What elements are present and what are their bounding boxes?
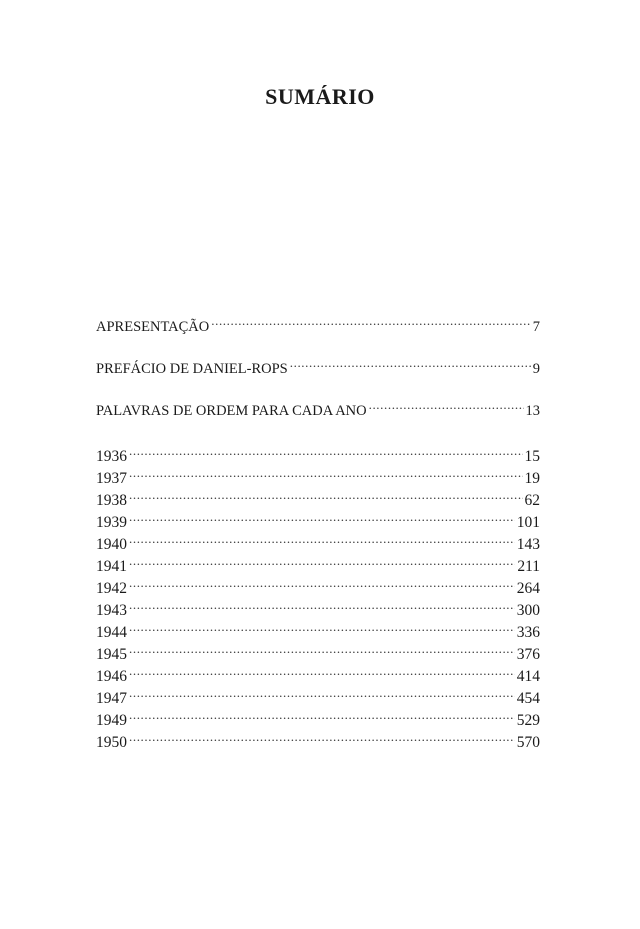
dot-leader — [129, 549, 515, 571]
toc-entry[interactable] — [96, 439, 540, 465]
toc-entry[interactable] — [96, 703, 540, 729]
toc-entry-page: 9 — [532, 361, 540, 377]
toc-entry-label: 1938 — [96, 492, 127, 509]
toc-entry[interactable] — [96, 681, 540, 707]
toc-entry-label: 1950 — [96, 734, 127, 751]
toc-entry-label: APRESENTAÇÃO — [96, 319, 210, 335]
toc-entry-page: 211 — [517, 558, 540, 575]
toc-entry-label: 1937 — [96, 470, 127, 487]
toc-entry-label: 1949 — [96, 712, 127, 729]
toc-entry-page: 376 — [516, 646, 540, 663]
toc-entry-page: 62 — [524, 492, 540, 509]
toc-entry-label: 1944 — [96, 624, 127, 641]
dot-leader — [290, 351, 531, 373]
toc-entry-label: 1939 — [96, 514, 127, 531]
toc-entry-label: 1941 — [96, 558, 127, 575]
toc-entry-page: 15 — [524, 448, 540, 465]
toc-entry[interactable] — [96, 637, 540, 663]
toc-entry-page: 414 — [516, 668, 540, 685]
page-title: SUMÁRIO — [265, 84, 375, 109]
toc-entry[interactable] — [96, 393, 540, 435]
toc-entry-label: 1942 — [96, 580, 127, 597]
toc-entry-page: 7 — [532, 319, 540, 335]
toc-entry-label: 1943 — [96, 602, 127, 619]
toc-entry-page: 529 — [516, 712, 540, 729]
toc-entry-label: 1936 — [96, 448, 127, 465]
dot-leader — [129, 681, 515, 703]
toc-entry[interactable] — [96, 461, 540, 487]
toc-entry[interactable] — [96, 571, 540, 597]
toc-entry-page: 300 — [516, 602, 540, 619]
toc-entry[interactable] — [96, 725, 540, 751]
dot-leader — [129, 483, 523, 505]
toc-entry-label: 1945 — [96, 646, 127, 663]
dot-leader — [129, 637, 515, 659]
toc-entry-page: 570 — [516, 734, 540, 751]
toc-entry-page: 143 — [516, 536, 540, 553]
dot-leader — [129, 615, 515, 637]
toc-sections — [96, 309, 540, 435]
toc-entry[interactable] — [96, 593, 540, 619]
toc-entry-page: 101 — [516, 514, 540, 531]
toc-entry-label: 1947 — [96, 690, 127, 707]
toc-entry-label: PALAVRAS DE ORDEM PARA CADA ANO — [96, 403, 367, 419]
dot-leader — [211, 309, 531, 331]
toc-entry-label: 1940 — [96, 536, 127, 553]
toc-entry-page: 264 — [516, 580, 540, 597]
toc-entry-page: 336 — [516, 624, 540, 641]
dot-leader — [129, 461, 523, 483]
toc-entry-page: 454 — [516, 690, 540, 707]
toc-entry-label: PREFÁCIO DE DANIEL-ROPS — [96, 361, 288, 377]
toc-entry[interactable] — [96, 505, 540, 531]
dot-leader — [129, 571, 515, 593]
toc-entry[interactable] — [96, 615, 540, 641]
toc-entry[interactable] — [96, 549, 540, 575]
dot-leader — [129, 527, 515, 549]
toc-entry[interactable] — [96, 659, 540, 685]
dot-leader — [129, 439, 523, 461]
toc-entry[interactable] — [96, 483, 540, 509]
dot-leader — [129, 505, 515, 527]
dot-leader — [369, 393, 524, 415]
dot-leader — [129, 725, 515, 747]
toc-entry[interactable] — [96, 527, 540, 553]
toc-entry[interactable] — [96, 309, 540, 351]
toc-entry[interactable] — [96, 351, 540, 393]
toc-entry-page: 13 — [525, 403, 540, 419]
toc-years — [96, 439, 540, 751]
dot-leader — [129, 703, 515, 725]
dot-leader — [129, 593, 515, 615]
toc-entry-page: 19 — [524, 470, 540, 487]
toc-entry-label: 1946 — [96, 668, 127, 685]
dot-leader — [129, 659, 515, 681]
